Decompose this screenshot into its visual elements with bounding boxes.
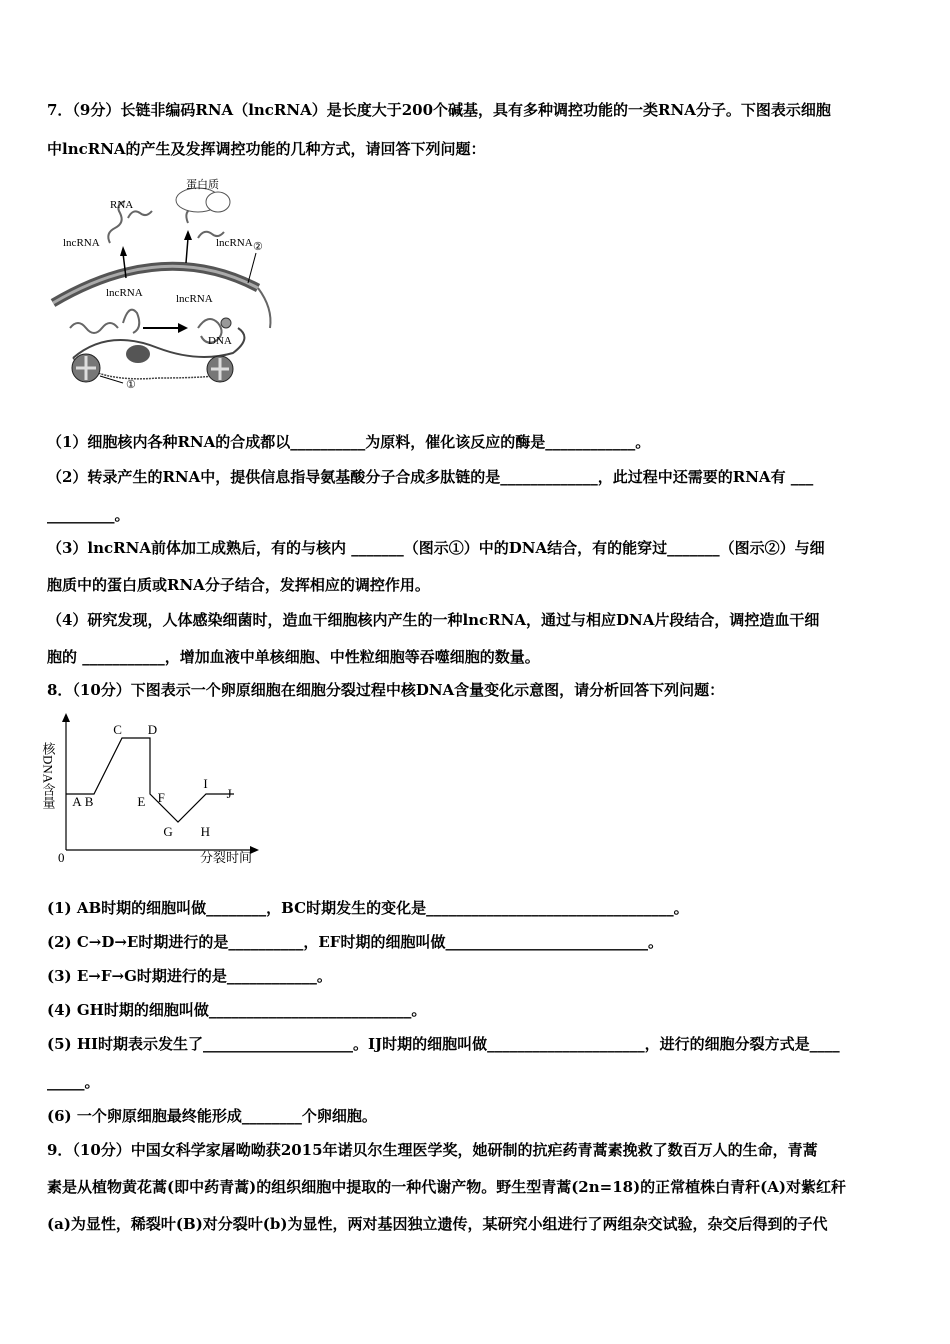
rna-label: RNA: [110, 199, 134, 211]
q8-sub-4: (4) GH时期的细胞叫做___________________________。: [47, 1001, 427, 1019]
point-label-c: C: [113, 722, 122, 737]
y-axis-title: 核DNA含量: [40, 742, 56, 810]
q8-sub-6: (6) 一个卵原细胞最终能形成________个卵细胞。: [47, 1107, 377, 1125]
q7-sub-3-cont: 胞质中的蛋白质或RNA分子结合，发挥相应的调控作用。: [47, 576, 430, 594]
polymerase-icon: [126, 345, 150, 363]
point-label-g: G: [163, 824, 173, 839]
q8-sub-3: (3) E→F→G时期进行的是____________。: [47, 967, 332, 985]
q9-line-1: 9．（10分）中国女科学家屠呦呦获2015年诺贝尔生理医学奖，她研制的抗疟药青蒿素挽救了数百万人的生命，青蒿: [47, 1141, 818, 1159]
origin-label: 0: [58, 850, 65, 865]
x-axis-title: 分裂时间: [200, 850, 253, 865]
point-label-j: J: [226, 786, 232, 801]
q8-sub-1: (1) AB时期的细胞叫做________，BC时期发生的变化是_________________________________。: [47, 899, 689, 917]
q8-intro: 8．（10分）下图表示一个卵原细胞在细胞分裂过程中核DNA含量变化示意图，请分析回答下列问题：: [47, 681, 725, 699]
lncrna-label: lncRNA: [176, 293, 213, 305]
nuclear-envelope: [53, 266, 258, 303]
marker-1-label: ①: [126, 379, 136, 391]
point-label-b: B: [84, 794, 94, 809]
q7-sub-4: （4）研究发现，人体感染细菌时，造血干细胞核内产生的一种lncRNA，通过与相应DNA片段结合，调控造血干细: [47, 611, 820, 629]
dna-content-chart: [40, 710, 270, 870]
dna-label: DNA: [208, 335, 232, 347]
q9-line-3: (a)为显性，稀裂叶(B)对分裂叶(b)为显性，两对基因独立遗传，某研究小组进行了两组杂交试验，杂交后得到的子代: [47, 1215, 828, 1233]
point-label-d: D: [147, 722, 158, 737]
lncrna-label: lncRNA: [63, 237, 100, 249]
q8-sub-2: (2) C→D→E时期进行的是__________，EF时期的细胞叫做___________________________。: [47, 933, 663, 951]
q7-sub-2: （2）转录产生的RNA中，提供信息指导氨基酸分子合成多肽链的是_____________，此过程中还需要的RNA有 ___: [47, 468, 814, 486]
lncrna-label: lncRNA: [216, 237, 253, 249]
point-label-i: I: [203, 776, 208, 791]
q7-line-1: 7．（9分）长链非编码RNA（lncRNA）是长度大于200个碱基，具有多种调控功能的一类RNA分子。下图表示细胞: [47, 101, 831, 119]
point-label-f: F: [157, 790, 165, 805]
dna-series-line: [66, 738, 234, 822]
q7-sub-3: （3）lncRNA前体加工成熟后，有的与核内 _______（图示①）中的DNA结合，有的能穿过_______（图示②）与细: [47, 539, 825, 557]
point-label-a: A: [72, 794, 82, 809]
q7-sub-2-cont: _________。: [47, 506, 130, 524]
q8-sub-5: (5) HI时期表示发生了____________________。IJ时期的细胞叫做_____________________，进行的细胞分裂方式是____: [47, 1035, 840, 1053]
point-label-e: E: [137, 794, 146, 809]
marker-2-label: ②: [253, 241, 263, 253]
lncrna-figure: [48, 178, 293, 393]
point-label-h: H: [200, 824, 210, 839]
protein-label: 蛋白质: [186, 179, 219, 191]
q9-line-2: 素是从植物黄花蒿(即中药青蒿)的组织细胞中提取的一种代谢产物。野生型青蒿(2n=18)的正常植株白青秆(A)对紫红秆: [47, 1178, 847, 1196]
lncrna-label: lncRNA: [106, 287, 143, 299]
q7-sub-4-cont: 胞的 ___________，增加血液中单核细胞、中性粒细胞等吞噬细胞的数量。: [47, 648, 540, 666]
q7-sub-1: （1）细胞核内各种RNA的合成都以__________为原料，催化该反应的酶是____________。: [47, 433, 651, 451]
q7-line-2: 中lncRNA的产生及发挥调控功能的几种方式，请回答下列问题：: [47, 140, 486, 158]
q8-sub-5-cont: _____。: [47, 1073, 100, 1091]
